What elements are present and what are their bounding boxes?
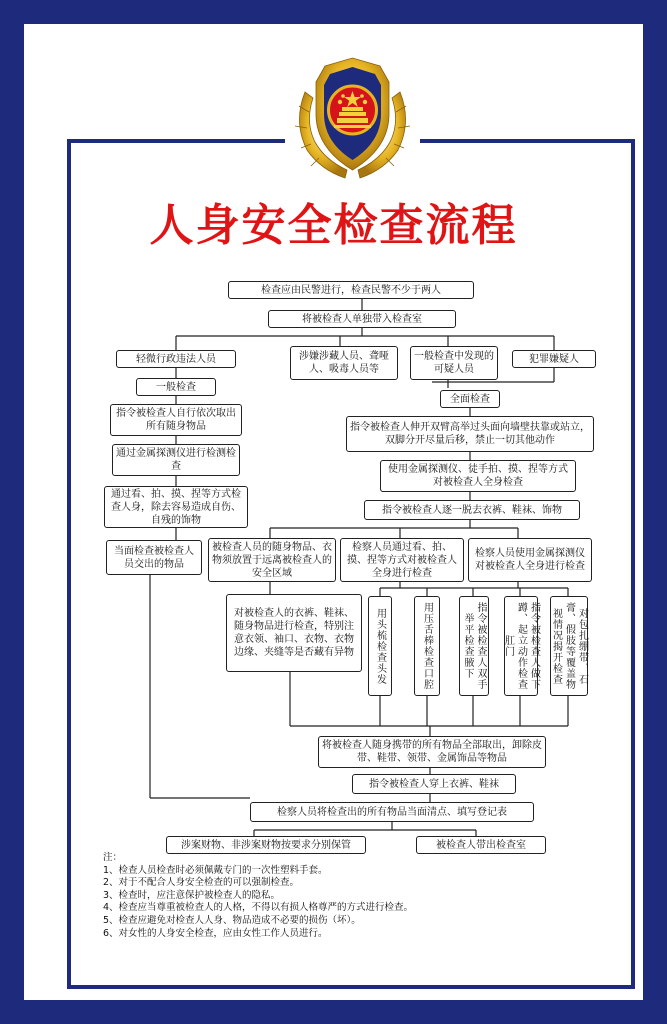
step-box-armpit: 指令被检查人双手举平检查腋下	[459, 596, 489, 696]
step-box-self-remove: 指令被检查人自行依次取出所有随身物品	[110, 404, 242, 436]
step-box-hair: 用头梳检查头发	[368, 596, 392, 696]
step-box-squat: 指令被检查人做下蹲、起立动作检查肛门	[504, 596, 538, 696]
step-box-storage: 涉案财物、非涉案财物按要求分别保管	[166, 836, 366, 854]
note-item: 5、检查应避免对检查人人身、物品造成不必要的损伤（坏）。	[103, 914, 361, 926]
step-box-mouth: 用压舌棒检查口腔	[414, 596, 440, 696]
step-box-dress: 指令被检查人穿上衣裤、鞋袜	[352, 774, 516, 794]
page-title: 人身安全检查流程	[149, 200, 518, 251]
notes-section	[103, 852, 583, 940]
step-box-metal-detector: 通过金属探测仪进行检测检查	[112, 444, 240, 476]
note-item: 1、检查人员检查时必须佩戴专门的一次性塑料手套。	[103, 864, 328, 876]
step-box-full-check: 全面检查	[440, 390, 500, 408]
step-box-pat-down: 通过看、拍、摸、捏等方式检查人身，除去容易造成自伤、自残的饰物	[104, 486, 248, 528]
note-item: 3、检查时，应注意保护被检查人的隐私。	[103, 889, 281, 901]
step-box-bandage: 对包扎绷带、石膏、假肢等覆盖物视情况揭开检查	[550, 596, 588, 696]
step-box-safe-area: 被检查人员的随身物品、衣物须放置于远离被检查人的安全区域	[208, 538, 336, 582]
note-item: 2、对于不配合人身安全检查的可以强制检查。	[103, 877, 300, 889]
step-box-remove-all: 将被检查人随身携带的所有物品全部取出，卸除皮带、鞋带、领带、金属饰品等物品	[318, 736, 546, 768]
step-box-bring-in: 将被检查人单独带入检查室	[268, 310, 456, 328]
step-box-inspect-items: 当面检查被检查人员交出的物品	[106, 540, 202, 575]
note-item: 6、对女性的人身安全检查，应由女性工作人员进行。	[103, 927, 328, 939]
step-box-face-wall: 指令被检查人伸开双臂高举过头面向墙壁扶靠或站立，双脚分开尽量后移，禁止一切其他动作	[346, 416, 594, 452]
category-box-minor: 轻微行政违法人员	[116, 350, 236, 368]
step-box-detector-body: 检察人员使用金属探测仪对被检查人全身进行检查	[468, 538, 592, 582]
step-box-detector-manual: 使用金属探测仪、徒手拍、摸、捏等方式对被检查人全身检查	[380, 460, 576, 492]
step-box-register: 检察人员将检查出的所有物品当面清点、填写登记表	[250, 802, 534, 822]
category-box-suspicious: 一般检查中发现的可疑人员	[410, 346, 498, 380]
step-box-exit: 被检查人带出检查室	[416, 836, 546, 854]
step-box-officers: 检查应由民警进行，检查民警不少于两人	[228, 281, 474, 299]
step-box-undress: 指令被检查人逐一脱去衣裤、鞋袜、饰物	[364, 500, 580, 520]
note-item: 4、检查应当尊重被检查人的人格，不得以有损人格尊严的方式进行检查。	[103, 902, 414, 914]
step-box-general-check: 一般检查	[136, 378, 216, 396]
step-box-visual-check: 检察人员通过看、拍、摸、捏等方式对被检查人全身进行检查	[340, 538, 464, 582]
step-box-clothing-check: 对被检查人的衣裤、鞋袜、随身物品进行检查，特别注意衣领、袖口、衣物、衣物边缘、夹缝等是否藏有异物	[226, 594, 362, 672]
notes-heading: 注：	[103, 852, 123, 863]
category-box-special: 涉嫌涉藏人员、聋哑人、吸毒人员等	[290, 346, 398, 380]
category-box-suspect: 犯罪嫌疑人	[512, 350, 596, 368]
